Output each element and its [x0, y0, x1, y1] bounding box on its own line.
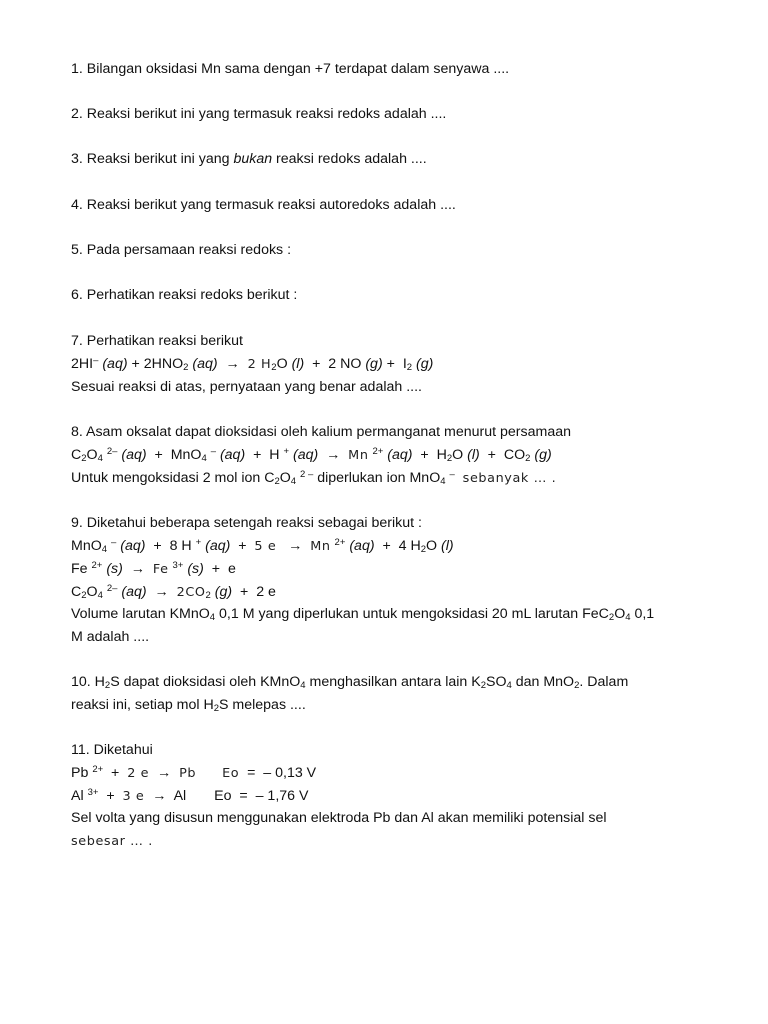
question-3-text-pre: 3. Reaksi berikut ini yang	[71, 151, 234, 167]
text-q11-eq2-a-sup: 3+	[87, 787, 99, 798]
text-q7-eq-a-sup: –	[93, 355, 99, 366]
text-q9-eq1-b-sup: +	[195, 537, 202, 548]
question-10-line-2	[71, 697, 306, 714]
text-q8-q-sup2: –	[449, 469, 455, 480]
text-q10-s4: 4	[506, 680, 512, 691]
text-q9-q1-pre: Volume larutan KMnO	[71, 606, 210, 622]
question-2-text: 2. Reaksi berikut ini yang termasuk reaksi redoks adalah ....	[71, 106, 447, 122]
text-q9-eq1-e-sub: 2	[420, 544, 427, 555]
question-9-text: 9. Diketahui beberapa setengah reaksi sebagai berikut :	[71, 515, 422, 531]
text-q9-eq3-b-sub: 2	[205, 590, 211, 601]
text-q7-eq-plus1: + 2HNO	[131, 356, 184, 372]
question-7-text: 7. Perhatikan reaksi berikut	[71, 333, 243, 349]
text-q9-eq2-s2: (s)	[187, 561, 204, 577]
text-q9-eq1-plus3: +	[382, 538, 391, 554]
text-q7-eq-g1: (g)	[365, 356, 383, 372]
text-q8-eq-e: H	[436, 447, 447, 463]
text-q9-eq3-a: C	[71, 584, 82, 600]
text-q11-eq1-eq: =	[247, 765, 256, 781]
text-q8-eq-f-sub: 2	[525, 453, 531, 464]
question-9-question-line-2	[71, 629, 149, 646]
question-7-question-text: Sesuai reaksi di atas, pernyataan yang benar adalah ....	[71, 379, 422, 395]
text-q8-q-sub3: 4	[440, 476, 446, 487]
question-11-equation-2	[71, 788, 308, 805]
text-q9-eq3-a-sub1: 2	[81, 590, 87, 601]
text-q7-eq-d: 2 NO	[328, 356, 362, 372]
text-q7-eq-c-sub: 2	[271, 362, 277, 373]
question-2	[71, 106, 446, 123]
text-q11-eq2-a: Al	[71, 788, 84, 804]
text-q7-eq-g2: (g)	[416, 356, 434, 372]
text-q9-eq1-l: (l)	[441, 538, 454, 554]
text-q8-q-sup1: 2 –	[300, 469, 314, 480]
text-q9-q1-sub3: 4	[625, 612, 631, 623]
question-8-title	[71, 424, 571, 441]
text-q9-eq3-b: 2CO	[176, 585, 206, 600]
text-q9-eq3-g: (g)	[214, 584, 233, 600]
text-q8-eq-plus4: +	[487, 447, 496, 463]
text-q7-eq-plus2: +	[312, 356, 321, 372]
text-q9-eq3-a-sub2: 4	[97, 590, 103, 601]
text-q7-eq-c2: O	[276, 356, 288, 372]
text-q11-eq1-arrow: →	[157, 765, 172, 781]
text-q10-s1: 2	[104, 680, 111, 691]
question-1	[71, 61, 509, 78]
text-q9-eq2-b-sup: 3+	[172, 560, 184, 571]
text-q11-q1: Sel volta yang disusun menggunakan elektroda Pb dan Al akan memiliki potensial sel	[71, 810, 607, 826]
text-q11-eq2-val: – 1,76 V	[255, 788, 309, 804]
text-q9-q1-end: 0,1	[630, 606, 655, 622]
text-q8-eq-e2: O	[452, 447, 464, 463]
text-q9-eq2-b: Fe	[152, 562, 169, 577]
text-q8-eq-d: Mn	[348, 448, 369, 463]
question-9-title	[71, 515, 422, 532]
text-q8-eq-a-sub1: 2	[81, 453, 87, 464]
text-q8-eq-a-sub2: 4	[97, 453, 103, 464]
text-q9-eq1-a-sup: –	[111, 537, 117, 548]
text-q9-eq1-plus2: +	[238, 538, 247, 554]
text-q8-eq-l: (l)	[467, 447, 480, 463]
text-q9-eq3-aq: (aq)	[121, 584, 147, 600]
text-q11-eq1-eo: Eo	[222, 766, 240, 781]
text-q8-q-sub2: 4	[290, 476, 297, 487]
text-q9-eq3-c: 2 e	[256, 584, 276, 600]
text-q9-eq2-arrow: →	[130, 561, 145, 577]
text-q7-eq-b-sub: 2	[183, 362, 189, 373]
text-q7-eq-plus3: +	[386, 356, 395, 372]
text-q11-eq1-b: 2 e	[127, 766, 150, 781]
text-q10-s2: 4	[300, 680, 306, 691]
text-q8-eq-b: MnO	[170, 447, 202, 463]
text-q7-eq-arrow: →	[225, 356, 240, 372]
text-q11-eq1-val: – 0,13 V	[263, 765, 317, 781]
question-3-text-post: reaksi redoks adalah ....	[272, 151, 427, 167]
text-q10-s5: 2	[574, 680, 580, 691]
text-q11-eq2-b: 3 e	[122, 789, 145, 804]
text-q10-l2-sub: 2	[213, 703, 220, 714]
text-q9-eq1-b: 8 H	[169, 538, 192, 554]
text-q9-eq3-plus: +	[240, 584, 249, 600]
text-q9-eq2-plus: +	[211, 561, 221, 577]
text-q8-eq-aq4: (aq)	[387, 447, 413, 463]
text-q8-q-o: O	[279, 470, 291, 486]
text-q7-eq-c: 2 H	[247, 357, 272, 372]
text-q9-eq2-c: e	[227, 561, 236, 577]
text-q11-eq2-arrow: →	[152, 788, 167, 804]
text-q10-p2: S dapat dioksidasi oleh KMnO	[110, 674, 301, 690]
text-q10-p3: menghasilkan antara lain K	[305, 674, 481, 690]
question-5-text: 5. Pada persamaan reaksi redoks :	[71, 242, 292, 258]
text-q9-eq1-c: 5 e	[254, 539, 277, 554]
text-q10-p4: SO	[485, 674, 507, 690]
text-q9-eq1-e: 4 H	[398, 538, 421, 554]
text-q7-eq-a: 2HI	[71, 356, 94, 372]
text-q7-eq-aq1: (aq)	[102, 356, 128, 372]
text-q10-p6: . Dalam	[579, 674, 629, 690]
question-3-emphasis: bukan	[233, 151, 273, 167]
text-q8-eq-g: (g)	[534, 447, 552, 463]
question-6-text: 6. Perhatikan reaksi redoks berikut :	[71, 287, 298, 303]
text-q9-eq1-plus1: +	[153, 538, 162, 554]
text-q11-eq2-plus: +	[106, 788, 115, 804]
text-q8-eq-aq3: (aq)	[292, 447, 319, 463]
question-11-question-line-2	[71, 833, 153, 850]
text-q8-eq-plus2: +	[253, 447, 262, 463]
text-q8-eq-b-sup: –	[210, 446, 216, 457]
text-q11-eq1-a-sup: 2+	[92, 764, 104, 775]
question-4	[71, 197, 456, 214]
question-1-text: 1. Bilangan oksidasi Mn sama dengan +7 terdapat dalam senyawa ....	[71, 61, 510, 77]
text-q9-eq2-a-sup: 2+	[91, 560, 103, 571]
text-q8-eq-a2: O	[86, 447, 98, 463]
text-q8-eq-e-sub: 2	[446, 453, 453, 464]
text-q8-q-end: sebanyak … .	[462, 471, 557, 486]
text-q9-eq1-d: Mn	[310, 539, 331, 554]
text-q11-eq2-eq: =	[239, 788, 248, 804]
text-q8-eq-a-sup: 2–	[106, 446, 118, 457]
question-11-question-line-1	[71, 810, 607, 827]
text-q7-eq-e: I	[402, 356, 407, 372]
text-q8-eq-arrow: →	[326, 447, 341, 463]
text-q7-eq-e-sub: 2	[406, 362, 413, 373]
question-11-equation-1	[71, 765, 316, 782]
text-q10-l2-post: S melepas ....	[219, 697, 306, 713]
text-q9-eq1-e2: O	[426, 538, 438, 554]
text-q9-eq3-a2: O	[86, 584, 98, 600]
text-q9-eq2-a: Fe	[71, 561, 88, 577]
question-3	[71, 151, 427, 168]
text-q9-eq1-a-sub: 4	[101, 544, 108, 555]
text-q9-q1-sub2: 2	[608, 612, 615, 623]
question-9-question-line-1	[71, 606, 654, 623]
text-q8-eq-aq1: (aq)	[121, 447, 147, 463]
text-q9-eq1-aq3: (aq)	[349, 538, 375, 554]
text-q9-q1-o: O	[614, 606, 626, 622]
question-8-question	[71, 470, 556, 487]
question-7-title	[71, 333, 243, 350]
text-q10-l2-pre: reaksi ini, setiap mol H	[71, 697, 214, 713]
question-7-question	[71, 379, 422, 396]
question-9-equation-3	[71, 584, 276, 601]
text-q9-eq3-arrow: →	[154, 584, 169, 600]
text-q9-eq1-d-sup: 2+	[334, 537, 346, 548]
text-q8-eq-plus3: +	[420, 447, 429, 463]
text-q8-eq-c: H	[269, 447, 280, 463]
text-q11-eq1-a: Pb	[71, 765, 89, 781]
text-q8-eq-plus1: +	[154, 447, 163, 463]
text-q8-q-pre: Untuk mengoksidasi 2 mol ion C	[71, 470, 275, 486]
text-q10-s3: 2	[480, 680, 486, 691]
text-q8-eq-d-sup: 2+	[372, 446, 384, 457]
question-11-title	[71, 742, 153, 759]
text-q11-eq2-c: Al	[173, 788, 187, 804]
text-q8-eq-f: CO	[503, 447, 526, 463]
text-q11-q2: sebesar … .	[71, 834, 153, 849]
question-5	[71, 242, 291, 259]
text-q8-eq-a: C	[71, 447, 82, 463]
text-q8-eq-c-sup: +	[283, 446, 290, 457]
text-q8-q-sub1: 2	[274, 476, 280, 487]
text-q9-q1-sub1: 4	[209, 612, 216, 623]
text-q9-eq2-s1: (s)	[106, 561, 123, 577]
text-q9-eq1-a: MnO	[71, 538, 102, 554]
text-q8-q-mid: diperlukan ion MnO	[313, 470, 441, 486]
question-10-line-1	[71, 674, 628, 691]
text-q9-eq3-a-sup: 2–	[106, 583, 118, 594]
text-q7-eq-aq2: (aq)	[192, 356, 218, 372]
text-q11-eq2-eo: Eo	[214, 788, 232, 804]
question-8-equation	[71, 447, 552, 464]
text-q9-eq1-arrow: →	[288, 538, 303, 554]
question-11-text: 11. Diketahui	[71, 742, 153, 758]
text-q11-eq1-plus: +	[111, 765, 120, 781]
question-4-text: 4. Reaksi berikut yang termasuk reaksi autoredoks adalah ....	[71, 197, 456, 213]
question-8-text: 8. Asam oksalat dapat dioksidasi oleh kalium permanganat menurut persamaan	[71, 424, 571, 440]
text-q7-eq-l: (l)	[291, 356, 305, 372]
text-q9-eq1-aq1: (aq)	[120, 538, 146, 554]
text-q9-q1-mid: 0,1 M yang diperlukan untuk mengoksidasi 20 mL larutan FeC	[215, 606, 609, 622]
text-q9-q2: M adalah ....	[71, 629, 150, 645]
text-q11-eq1-c: Pb	[179, 766, 197, 781]
question-6	[71, 287, 297, 304]
question-7-equation	[71, 356, 433, 373]
text-q10-p1: 10. H	[71, 674, 105, 690]
question-9-equation-1	[71, 538, 454, 555]
text-q8-eq-b-sub: 4	[201, 453, 207, 464]
text-q9-eq1-aq2: (aq)	[205, 538, 231, 554]
text-q8-eq-aq2: (aq)	[219, 447, 246, 463]
question-9-equation-2	[71, 561, 236, 578]
text-q10-p5: dan MnO	[511, 674, 575, 690]
